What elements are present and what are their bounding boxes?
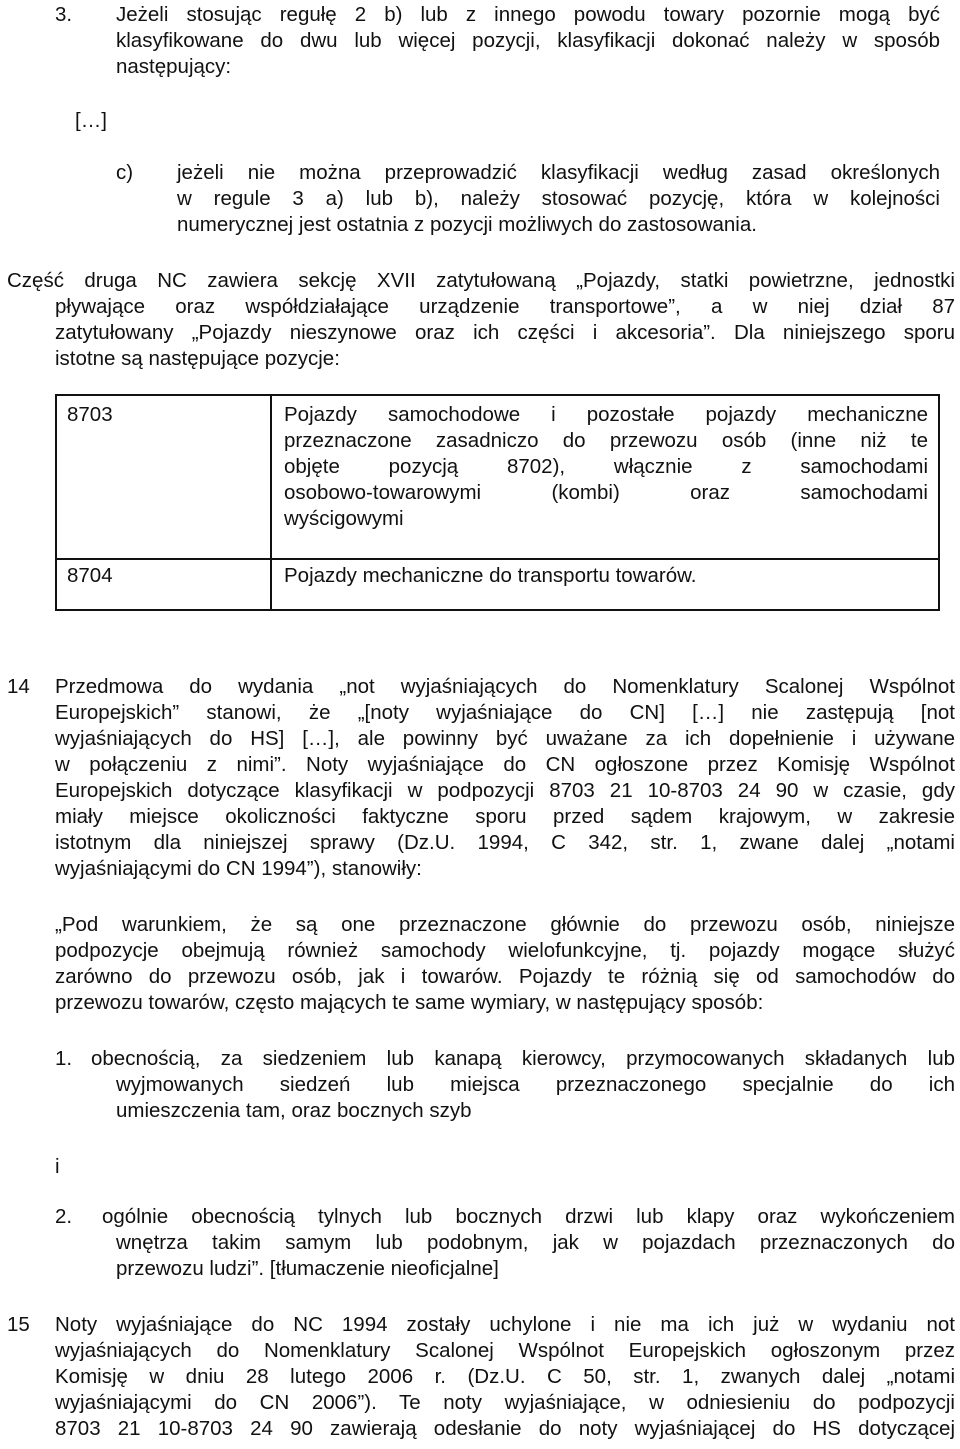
quote-item-1-line: wyjmowanych siedzeń lub miejsca przeznaczonego specjalnie do ich (116, 1073, 955, 1096)
quote-line: podpozycje obejmują również samochody wielofunkcyjne, tj. pojazdy mogące służyć (55, 939, 955, 962)
footnote-14-line: w połączeniu z nimi”. Noty wyjaśniające do CN ogłoszone przez Komisję Wspólnot (55, 753, 955, 776)
table-description-line: osobowo-towarowymi (kombi) oraz samochodami (284, 481, 928, 504)
footnote-14-line: wyjaśniającymi do CN 1994”), stanowiły: (55, 857, 422, 880)
table-description-line: wyścigowymi (284, 507, 404, 530)
intro-line: zatytułowany „Pojazdy nieszynowe oraz ich części i akcesoria”. Dla niniejszego sporu (55, 321, 955, 344)
quote-line: „Pod warunkiem, że są one przeznaczone głównie do przewozu osób, niniejsze (55, 913, 955, 936)
item-3-number: 3. (55, 3, 73, 26)
footnote-14-number: 14 (7, 675, 30, 698)
table-description-line: Pojazdy mechaniczne do transportu towarów. (284, 564, 697, 587)
intro-line: istotne są następujące pozycje: (55, 347, 340, 370)
footnote-15-line: wyjaśniającymi do CN 2006”). Te noty wyjaśniające, w odniesieniu do podpozycji (55, 1391, 955, 1414)
footnote-15-line: wyjaśniających do Nomenklatury Scalonej Wspólnot Europejskich ogłoszonym przez (55, 1339, 955, 1362)
quote-line: zarówno do przewozu osób, jak i towarów. Pojazdy te różnią się od samochodów do (55, 965, 955, 988)
footnote-15-number: 15 (7, 1313, 30, 1336)
table-code-8704: 8704 (67, 564, 113, 587)
intro-line: Część druga NC zawiera sekcję XVII zatytułowaną „Pojazdy, statki powietrzne, jednostki (7, 269, 955, 292)
sub-item-c-line: w regule 3 a) lub b), należy stosować pozycję, która w kolejności (177, 187, 940, 210)
footnote-14-line: Europejskich dotyczące klasyfikacji w podpozycji 8703 21 10-8703 24 90 w czasie, gdy (55, 779, 955, 802)
footnote-15-line: Komisję w dniu 28 lutego 2006 r. (Dz.U. C 50, str. 1, zwanych dalej „notami (55, 1365, 955, 1388)
item-3-line: Jeżeli stosując regułę 2 b) lub z innego powodu towary pozornie mogą być (116, 3, 940, 26)
omission-mark: […] (75, 109, 107, 132)
sub-item-c-line: numerycznej jest ostatnia z pozycji możliwych do zastosowania. (177, 213, 757, 236)
footnote-15-line: 8703 21 10-8703 24 90 zawierają odesłanie do noty wyjaśniającej do HS dotyczącej (55, 1417, 955, 1440)
table-row-divider (57, 558, 938, 560)
table-description-line: przeznaczone zasadniczo do przewozu osób (inne niż te (284, 429, 928, 452)
intro-line: pływające oraz współdziałające urządzenie transportowe”, a w niej dział 87 (55, 295, 955, 318)
footnote-14-line: wyjaśniających do HS] […], ale powinny być uważane za ich dopełnienie i używane (55, 727, 955, 750)
quote-item-1-line: umieszczenia tam, oraz bocznych szyb (116, 1099, 472, 1122)
quote-item-2-line: ogólnie obecnością tylnych lub bocznych drzwi lub klapy oraz wykończeniem (102, 1205, 955, 1228)
footnote-14-line: Przedmowa do wydania „not wyjaśniających do Nomenklatury Scalonej Wspólnot (55, 675, 955, 698)
footnote-15-line: Noty wyjaśniające do NC 1994 zostały uchylone i nie ma ich już w wydaniu not (55, 1313, 955, 1336)
table-code-8703: 8703 (67, 403, 113, 426)
table-column-divider (270, 396, 272, 609)
quote-item-1-line: obecnością, za siedzeniem lub kanapą kierowcy, przymocowanych składanych lub (91, 1047, 955, 1070)
item-3-line: klasyfikowane do dwu lub więcej pozycji, klasyfikacji dokonać należy w sposób (116, 29, 940, 52)
quote-item-1-number: 1. (55, 1047, 73, 1070)
quote-connector: i (55, 1155, 60, 1178)
quote-item-2-line: wnętrza takim samym lub podobnym, jak w pojazdach przeznaczonych do (116, 1231, 955, 1254)
footnote-14-line: Europejskich” stanowi, że „[noty wyjaśniające do CN] […] nie zastępują [not (55, 701, 955, 724)
quote-item-2-line: przewozu ludzi”. [tłumaczenie nieoficjalne] (116, 1257, 499, 1280)
quote-line: przewozu towarów, często mających te same wymiary, w następujący sposób: (55, 991, 764, 1014)
footnote-14-line: miały miejsce okoliczności faktyczne sporu przed sądem krajowym, w zakresie (55, 805, 955, 828)
footnote-14-line: istotnym dla niniejszej sprawy (Dz.U. 1994, C 342, str. 1, zwane dalej „notami (55, 831, 955, 854)
quote-item-2-number: 2. (55, 1205, 73, 1228)
sub-item-c-label: c) (116, 161, 134, 184)
item-3-line: następujący: (116, 55, 232, 78)
sub-item-c-line: jeżeli nie można przeprowadzić klasyfikacji według zasad określonych (177, 161, 940, 184)
table-description-line: Pojazdy samochodowe i pozostałe pojazdy mechaniczne (284, 403, 928, 426)
table-description-line: objęte pozycją 8702), włącznie z samochodami (284, 455, 928, 478)
